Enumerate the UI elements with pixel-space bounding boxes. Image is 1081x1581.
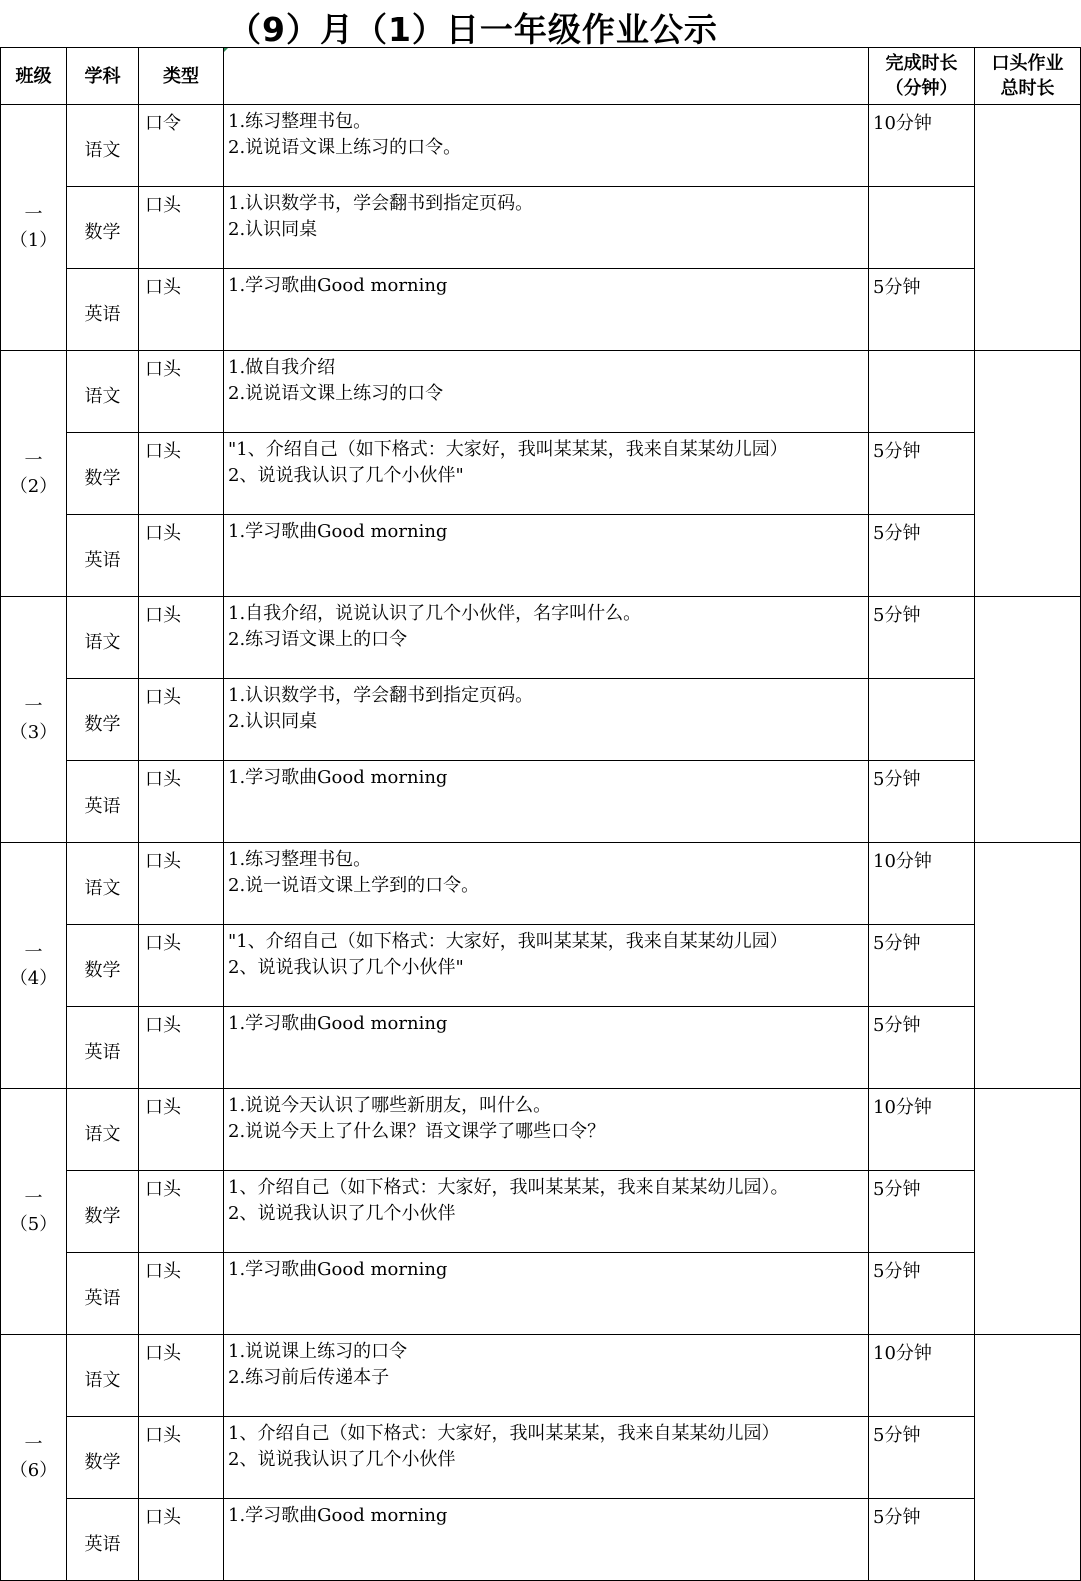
header-time [869, 48, 975, 105]
content-line: 2、说说我认识了几个小伙伴 [228, 1449, 456, 1470]
type-cell: 口令 [139, 105, 224, 187]
table-body [1, 105, 1081, 1581]
time-cell: 5分钟 [869, 269, 975, 351]
subject-cell: 英语 [67, 269, 139, 351]
table-row [1, 679, 1081, 761]
content-cell [224, 679, 869, 761]
content-line: 1、介绍自己（如下格式：大家好，我叫某某某，我来自某某幼儿园） [228, 1423, 780, 1444]
type-cell: 口头 [139, 1417, 224, 1499]
table-row [1, 597, 1081, 679]
class-number: （5） [9, 1213, 58, 1235]
content-cell [224, 1417, 869, 1499]
table-row [1, 1499, 1081, 1581]
class-cell [1, 843, 67, 1089]
class-grade: 一 [24, 1187, 43, 1209]
content-line: 1.学习歌曲Good morning [228, 1259, 448, 1280]
total-time-cell [975, 105, 1081, 351]
time-cell [869, 187, 975, 269]
content-line: 1.学习歌曲Good morning [228, 1013, 448, 1034]
content-cell [224, 1335, 869, 1417]
subject-cell: 语文 [67, 1335, 139, 1417]
homework-table [0, 47, 1081, 1581]
type-cell: 口头 [139, 515, 224, 597]
content-cell [224, 105, 869, 187]
class-cell [1, 351, 67, 597]
class-cell [1, 597, 67, 843]
type-cell: 口头 [139, 433, 224, 515]
type-cell: 口头 [139, 1335, 224, 1417]
content-line: 2.说说语文课上练习的口令 [228, 383, 444, 404]
time-cell: 5分钟 [869, 925, 975, 1007]
table-row [1, 1171, 1081, 1253]
class-grade: 一 [24, 695, 43, 717]
header-total [975, 48, 1081, 105]
content-line: "1、介绍自己（如下格式：大家好，我叫某某某，我来自某某幼儿园） [228, 931, 788, 952]
content-line: 1、介绍自己（如下格式：大家好，我叫某某某，我来自某某幼儿园）。 [228, 1177, 789, 1198]
type-cell: 口头 [139, 679, 224, 761]
time-cell: 5分钟 [869, 515, 975, 597]
class-grade: 一 [24, 941, 43, 963]
content-line: "1、介绍自己（如下格式：大家好，我叫某某某，我来自某某幼儿园） [228, 439, 788, 460]
content-cell [224, 925, 869, 1007]
page-title: （9）月（1）日一年级作业公示 [228, 10, 718, 49]
table-row [1, 1007, 1081, 1089]
content-line: 1.认识数学书，学会翻书到指定页码。 [228, 685, 534, 706]
header-time-line2: （分钟） [885, 78, 958, 99]
subject-cell: 语文 [67, 1089, 139, 1171]
content-line: 2、说说我认识了几个小伙伴" [228, 957, 464, 978]
content-cell [224, 187, 869, 269]
content-line: 2.练习语文课上的口令 [228, 629, 408, 650]
content-cell [224, 597, 869, 679]
table-row [1, 351, 1081, 433]
content-cell [224, 1089, 869, 1171]
class-number: （3） [9, 721, 58, 743]
table-row [1, 761, 1081, 843]
table-row [1, 515, 1081, 597]
time-cell: 5分钟 [869, 433, 975, 515]
content-cell [224, 761, 869, 843]
content-cell [224, 1171, 869, 1253]
type-cell: 口头 [139, 1253, 224, 1335]
table-row [1, 1089, 1081, 1171]
subject-cell: 数学 [67, 679, 139, 761]
subject-cell: 英语 [67, 761, 139, 843]
type-cell: 口头 [139, 925, 224, 1007]
type-cell: 口头 [139, 597, 224, 679]
subject-cell: 英语 [67, 1253, 139, 1335]
class-cell [1, 105, 67, 351]
header-subject: 学科 [67, 48, 139, 105]
content-line: 1.学习歌曲Good morning [228, 767, 448, 788]
time-cell: 10分钟 [869, 1335, 975, 1417]
content-cell [224, 269, 869, 351]
subject-cell: 英语 [67, 515, 139, 597]
subject-cell: 数学 [67, 1417, 139, 1499]
type-cell: 口头 [139, 269, 224, 351]
header-row [1, 48, 1081, 105]
content-line: 1.自我介绍，说说认识了几个小伙伴，名字叫什么。 [228, 603, 642, 624]
subject-cell: 语文 [67, 351, 139, 433]
content-line: 2.认识同桌 [228, 711, 318, 732]
class-grade: 一 [24, 449, 43, 471]
content-cell [224, 1499, 869, 1581]
time-cell: 5分钟 [869, 1417, 975, 1499]
total-time-cell [975, 843, 1081, 1089]
table-row [1, 843, 1081, 925]
class-number: （2） [9, 475, 58, 497]
content-line: 1.练习整理书包。 [228, 849, 372, 870]
type-cell: 口头 [139, 1171, 224, 1253]
subject-cell: 数学 [67, 925, 139, 1007]
header-type: 类型 [139, 48, 224, 105]
content-line: 1.学习歌曲Good morning [228, 521, 448, 542]
type-cell: 口头 [139, 351, 224, 433]
table-row [1, 269, 1081, 351]
subject-cell: 英语 [67, 1499, 139, 1581]
time-cell: 5分钟 [869, 1253, 975, 1335]
content-cell [224, 1007, 869, 1089]
content-line: 1.认识数学书，学会翻书到指定页码。 [228, 193, 534, 214]
content-line: 1.练习整理书包。 [228, 111, 372, 132]
content-cell [224, 515, 869, 597]
total-time-cell [975, 1335, 1081, 1581]
subject-cell: 语文 [67, 597, 139, 679]
subject-cell: 语文 [67, 843, 139, 925]
type-cell: 口头 [139, 1089, 224, 1171]
header-time-line1: 完成时长 [885, 53, 958, 74]
time-cell: 10分钟 [869, 843, 975, 925]
content-line: 2.说说今天上了什么课？语文课学了哪些口令？ [228, 1121, 606, 1142]
subject-cell: 英语 [67, 1007, 139, 1089]
time-cell: 5分钟 [869, 1171, 975, 1253]
table-row [1, 1417, 1081, 1499]
table-row [1, 1253, 1081, 1335]
content-cell [224, 843, 869, 925]
time-cell: 5分钟 [869, 761, 975, 843]
class-number: （4） [9, 967, 58, 989]
table-row [1, 925, 1081, 1007]
time-cell: 10分钟 [869, 1089, 975, 1171]
type-cell: 口头 [139, 843, 224, 925]
type-cell: 口头 [139, 1499, 224, 1581]
total-time-cell [975, 1089, 1081, 1335]
class-grade: 一 [24, 1433, 43, 1455]
table-row [1, 1335, 1081, 1417]
table-row [1, 105, 1081, 187]
content-line: 2、说说我认识了几个小伙伴" [228, 465, 464, 486]
type-cell: 口头 [139, 761, 224, 843]
time-cell [869, 679, 975, 761]
time-cell: 10分钟 [869, 105, 975, 187]
time-cell: 5分钟 [869, 1499, 975, 1581]
content-cell [224, 1253, 869, 1335]
header-total-line1: 口头作业 [991, 53, 1064, 74]
time-cell: 5分钟 [869, 597, 975, 679]
subject-cell: 数学 [67, 1171, 139, 1253]
total-time-cell [975, 351, 1081, 597]
type-cell: 口头 [139, 1007, 224, 1089]
content-line: 1.做自我介绍 [228, 357, 336, 378]
content-line: 1.学习歌曲Good morning [228, 275, 448, 296]
time-cell: 5分钟 [869, 1007, 975, 1089]
content-cell [224, 351, 869, 433]
class-number: （1） [9, 229, 58, 251]
content-line: 1.学习歌曲Good morning [228, 1505, 448, 1526]
content-line: 2.说一说语文课上学到的口令。 [228, 875, 480, 896]
content-cell [224, 433, 869, 515]
content-line: 2.认识同桌 [228, 219, 318, 240]
class-number: （6） [9, 1459, 58, 1481]
content-line: 2.练习前后传递本子 [228, 1367, 390, 1388]
table-row [1, 433, 1081, 515]
type-cell: 口头 [139, 187, 224, 269]
time-cell [869, 351, 975, 433]
sheet-title-bar [0, 0, 1081, 48]
table-row [1, 187, 1081, 269]
content-line: 1.说说课上练习的口令 [228, 1341, 408, 1362]
subject-cell: 数学 [67, 433, 139, 515]
class-cell [1, 1089, 67, 1335]
subject-cell: 语文 [67, 105, 139, 187]
content-line: 1.说说今天认识了哪些新朋友，叫什么。 [228, 1095, 552, 1116]
header-content [224, 48, 869, 105]
total-time-cell [975, 597, 1081, 843]
subject-cell: 数学 [67, 187, 139, 269]
content-line: 2、说说我认识了几个小伙伴 [228, 1203, 456, 1224]
class-grade: 一 [24, 203, 43, 225]
class-cell [1, 1335, 67, 1581]
header-total-line2: 总时长 [1000, 78, 1055, 99]
content-line: 2.说说语文课上练习的口令。 [228, 137, 462, 158]
header-class: 班级 [1, 48, 67, 105]
